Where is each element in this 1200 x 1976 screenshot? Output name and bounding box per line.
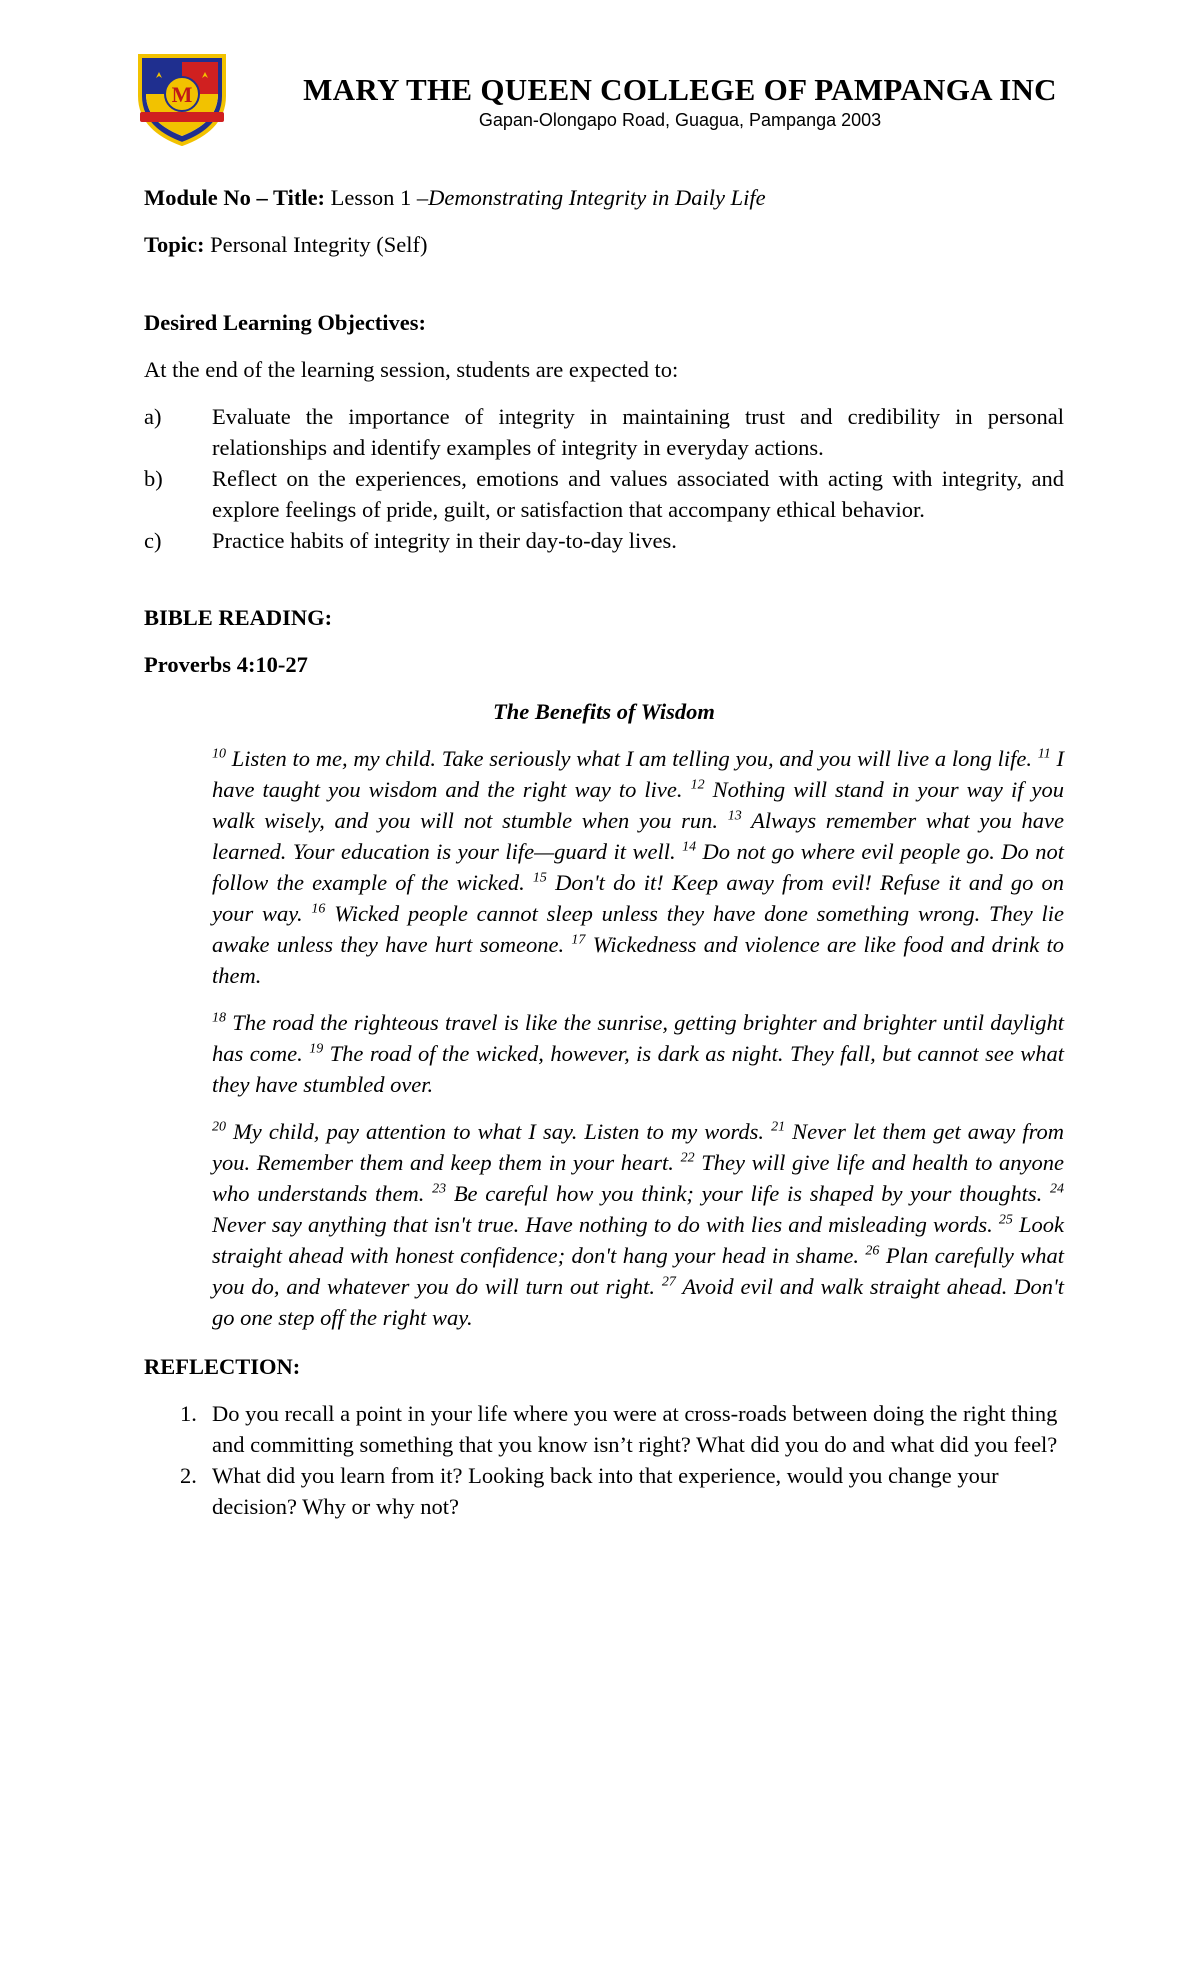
verse-text: Wickedness and violence are like food and drink to them. bbox=[212, 932, 1064, 988]
bible-reference: Proverbs 4:10-27 bbox=[144, 652, 308, 677]
school-crest-icon bbox=[126, 50, 238, 146]
verse-number: 10 bbox=[212, 746, 226, 762]
verse-number: 18 bbox=[212, 1010, 226, 1026]
verse-text: The road the righteous travel is like the sunrise, getting brighter and brighter until daylight has come. bbox=[212, 1010, 1064, 1066]
list-item-text: What did you learn from it? Looking back into that experience, would you change your decision? Why or why not? bbox=[212, 1463, 999, 1519]
reflection-heading: REFLECTION: bbox=[144, 1354, 301, 1379]
verse-text: Always remember what you have learned. Your education is your life—guard it well. bbox=[212, 808, 1065, 864]
list-item bbox=[144, 401, 1064, 463]
verse-number: 26 bbox=[865, 1243, 880, 1259]
verse-number: 24 bbox=[1050, 1181, 1065, 1197]
module-label: Module No – Title: bbox=[144, 185, 326, 210]
verse-text: Never let them get away from you. Remember them and keep them in your heart. bbox=[212, 1119, 1064, 1175]
list-marker: 1. bbox=[180, 1401, 197, 1426]
verse-number: 14 bbox=[682, 839, 697, 855]
objectives-intro: At the end of the learning session, students are expected to: bbox=[144, 357, 679, 382]
verse-number: 17 bbox=[571, 932, 586, 948]
list-marker: b) bbox=[144, 466, 163, 491]
verse-text: Don't do it! Keep away from evil! Refuse it and go on your way. bbox=[212, 870, 1065, 926]
bible-reading-heading: BIBLE READING: bbox=[144, 605, 333, 630]
school-address: Gapan-Olongapo Road, Guagua, Pampanga 2003 bbox=[478, 110, 882, 130]
list-marker: c) bbox=[144, 528, 162, 553]
list-item-text: Do you recall a point in your life where you were at cross-roads between doing the right thing and committing something that you know isn’t right? What did you do and what did you feel? bbox=[212, 1401, 1058, 1457]
verse-text: Nothing will stand in your way if you walk wisely, and you will not stumble when you run. bbox=[212, 777, 1065, 833]
svg-text:M: M bbox=[171, 82, 193, 107]
scripture-paragraph bbox=[212, 743, 1064, 991]
verse-number: 12 bbox=[690, 777, 705, 793]
verse-number: 13 bbox=[727, 808, 742, 824]
module-lesson: Lesson 1 – bbox=[330, 185, 429, 210]
verse-text: They will give life and health to anyone who understands them. bbox=[212, 1150, 1065, 1206]
verse-text: Listen to me, my child. Take seriously what I am telling you, and you will live a long life. bbox=[231, 746, 1033, 771]
verse-text: Be careful how you think; your life is shaped by your thoughts. bbox=[453, 1181, 1043, 1206]
verse-number: 21 bbox=[771, 1119, 786, 1135]
module-title: Demonstrating Integrity in Daily Life bbox=[428, 185, 766, 210]
passage-title: The Benefits of Wisdom bbox=[493, 699, 715, 724]
list-item bbox=[144, 1398, 1064, 1460]
list-item bbox=[144, 525, 1064, 556]
verse-text: Do not go where evil people go. Do not follow the example of the wicked. bbox=[212, 839, 1065, 895]
verse-text: Look straight ahead with honest confidence; don't hang your head in shame. bbox=[212, 1212, 1065, 1268]
verse-number: 25 bbox=[998, 1212, 1013, 1228]
verse-number: 16 bbox=[311, 901, 326, 917]
scripture-passage bbox=[212, 743, 1064, 1333]
list-item bbox=[144, 1460, 1064, 1522]
list-item bbox=[144, 463, 1064, 525]
verse-text: Plan carefully what you do, and whatever you do will turn out right. bbox=[212, 1243, 1065, 1299]
list-item-text: Evaluate the importance of integrity in maintaining trust and credibility in personal relationships and identify examples of integrity in everyday actions. bbox=[212, 404, 1064, 460]
verse-number: 23 bbox=[432, 1181, 447, 1197]
verse-number: 20 bbox=[212, 1119, 226, 1135]
verse-text: Never say anything that isn't true. Have nothing to do with lies and misleading words. bbox=[212, 1212, 993, 1237]
verse-number: 19 bbox=[309, 1041, 324, 1057]
verse-number: 27 bbox=[661, 1274, 676, 1290]
verse-text: My child, pay attention to what I say. Listen to my words. bbox=[233, 1119, 765, 1144]
list-marker: a) bbox=[144, 404, 162, 429]
verse-text: The road of the wicked, however, is dark as night. They fall, but cannot see what they have stumbled over. bbox=[212, 1041, 1065, 1097]
module-title-line bbox=[144, 182, 1064, 213]
verse-number: 22 bbox=[680, 1150, 695, 1166]
objectives-list bbox=[144, 401, 1064, 556]
verse-text: Wicked people cannot sleep unless they have done something wrong. They lie awake unless they have hurt someone. bbox=[212, 901, 1065, 957]
list-item-text: Reflect on the experiences, emotions and values associated with acting with integrity, and explore feelings of pride, guilt, or satisfaction that accompany ethical behavior. bbox=[212, 466, 1064, 522]
verse-number: 15 bbox=[532, 870, 547, 886]
verse-text: Avoid evil and walk straight ahead. Don't go one step off the right way. bbox=[212, 1274, 1065, 1330]
list-marker: 2. bbox=[180, 1463, 197, 1488]
reflection-list bbox=[144, 1398, 1064, 1522]
verse-text: I have taught you wisdom and the right way to live. bbox=[212, 746, 1065, 802]
list-item-text: Practice habits of integrity in their day-to-day lives. bbox=[212, 528, 677, 553]
scripture-paragraph bbox=[212, 1007, 1064, 1100]
objectives-heading: Desired Learning Objectives: bbox=[144, 310, 427, 335]
topic-label: Topic: bbox=[144, 232, 205, 257]
topic-line bbox=[144, 229, 1064, 260]
document-body bbox=[144, 178, 1064, 1522]
scripture-paragraph bbox=[212, 1116, 1064, 1333]
verse-number: 11 bbox=[1037, 746, 1051, 762]
topic-value: Personal Integrity (Self) bbox=[210, 232, 428, 257]
school-name: MARY THE QUEEN COLLEGE OF PAMPANGA INC bbox=[303, 72, 1057, 107]
